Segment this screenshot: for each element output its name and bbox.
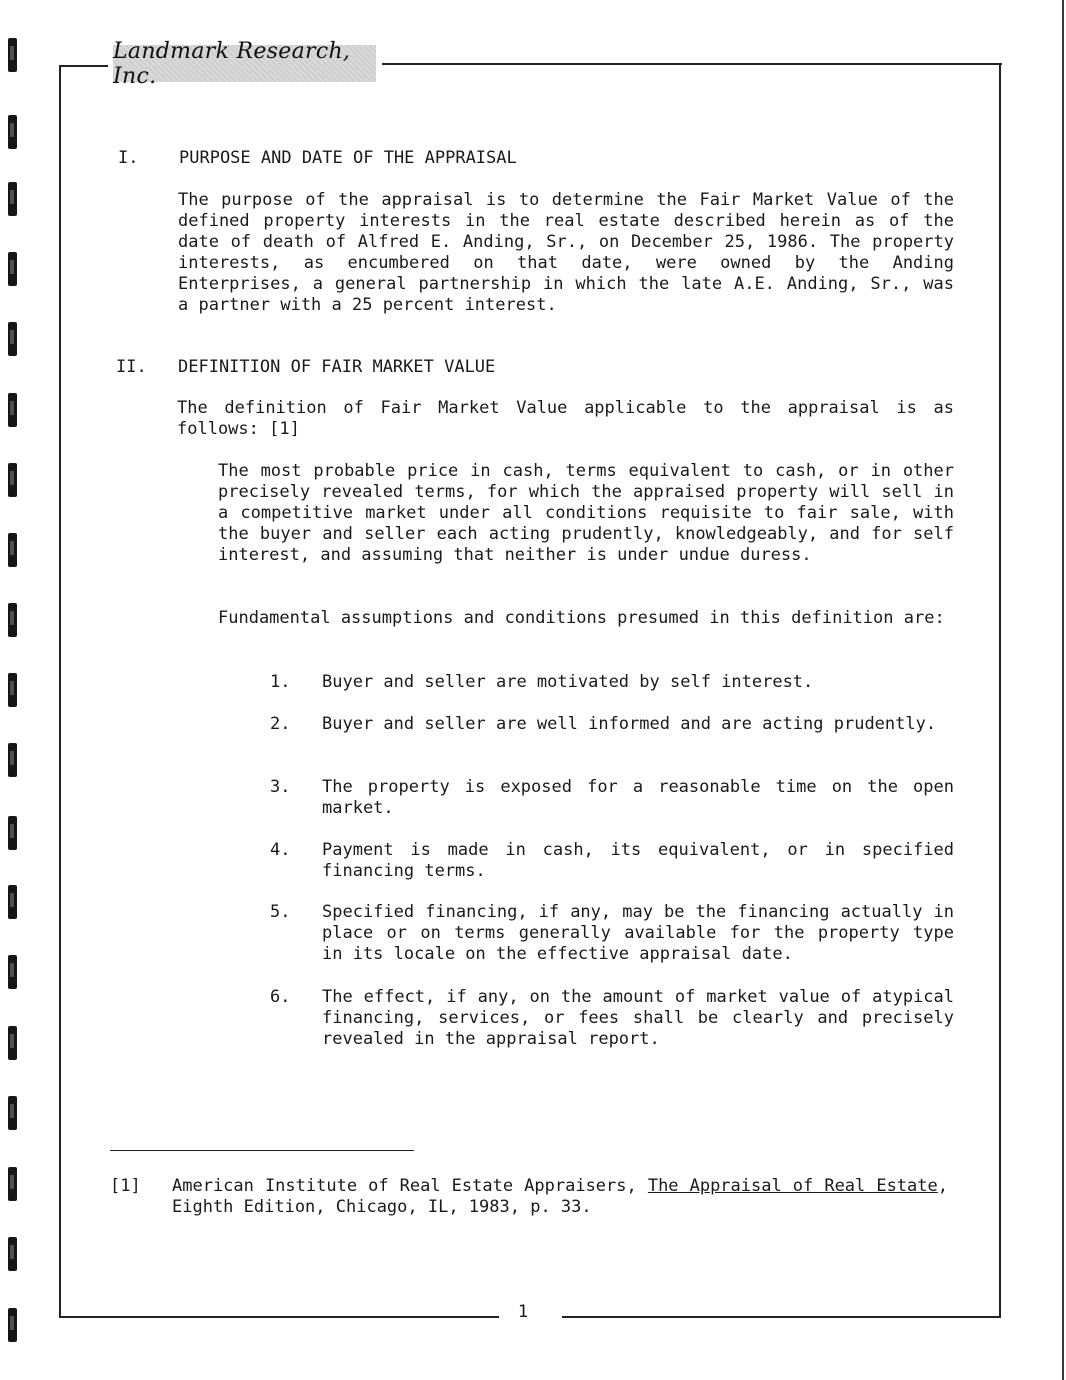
list-item-number: 2.: [270, 714, 291, 734]
list-item-text: Buyer and seller are motivated by self interest.: [322, 672, 814, 692]
binder-hole: [8, 1308, 17, 1342]
section-1-title: PURPOSE AND DATE OF THE APPRAISAL: [179, 148, 517, 168]
footnote-text-before: American Institute of Real Estate Appraisers,: [172, 1176, 648, 1196]
binder-hole: [8, 38, 17, 72]
section-1-numeral: I.: [118, 148, 139, 168]
footnote-book-title: The Appraisal of Real Estate: [647, 1176, 938, 1196]
section-2-intro: The definition of Fair Market Value applicable to the appraisal is as follows: [1]: [177, 398, 954, 439]
binder-hole: [8, 322, 17, 356]
binder-holes: [8, 0, 20, 1380]
list-item-number: 3.: [270, 777, 291, 797]
list-item-text: Buyer and seller are well informed and are acting prudently.: [322, 714, 937, 734]
list-item-number: 5.: [270, 902, 291, 922]
list-item-text: Specified financing, if any, may be the financing actually in place or on terms generally available for the property type in its locale on the effective appraisal date.: [322, 902, 954, 964]
list-item-number: 6.: [270, 987, 291, 1007]
page-edge: [1062, 0, 1064, 1380]
binder-hole: [8, 393, 17, 427]
list-item-number: 1.: [270, 672, 291, 692]
binder-hole: [8, 1167, 17, 1201]
binder-hole: [8, 252, 17, 286]
list-item: [270, 672, 954, 693]
frame-line: [59, 65, 61, 1317]
list-item: [270, 714, 954, 735]
binder-hole: [8, 115, 17, 149]
frame-line: [562, 1316, 1001, 1318]
binder-hole: [8, 1026, 17, 1060]
footnote-text-after: , Eighth Edition, Chicago, IL, 1983, p. 33.: [172, 1176, 948, 1217]
section-2-title: DEFINITION OF FAIR MARKET VALUE: [178, 357, 496, 377]
page-number: 1: [517, 1302, 529, 1322]
company-logo: Landmark Research, Inc.: [113, 45, 376, 82]
fmv-definition-quote: The most probable price in cash, terms equivalent to cash, or in other precisely revealed terms, for which the appraised property will sell in a competitive market under all conditions requisite to fair sale, with the buyer and seller each acting prudently, knowledgeably, and for self interest, and assuming that neither is under undue duress.: [218, 461, 954, 565]
binder-hole: [8, 603, 17, 637]
list-item-text: The effect, if any, on the amount of market value of atypical financing, services, or fees shall be clearly and precisely revealed in the appraisal report.: [322, 987, 954, 1049]
list-item-text: Payment is made in cash, its equivalent, or in specified financing terms.: [322, 840, 954, 881]
list-item: [270, 777, 954, 819]
footnote-divider: [110, 1150, 414, 1151]
section-1-body: The purpose of the appraisal is to determine the Fair Market Value of the defined property interests in the real estate described herein as of the date of death of Alfred E. Anding, Sr., on December 25, 1986. The property interests, as encumbered on that date, were owned by the Anding Enterprises, a general partnership in which the late A.E. Anding, Sr., was a partner with a 25 percent interest.: [178, 190, 954, 315]
binder-hole: [8, 885, 17, 919]
binder-hole: [8, 816, 17, 850]
binder-hole: [8, 743, 17, 777]
list-item: [270, 840, 954, 882]
list-item-number: 4.: [270, 840, 291, 860]
frame-line: [382, 63, 1002, 65]
footnote-text: [172, 1176, 948, 1218]
section-2-numeral: II.: [116, 357, 147, 377]
frame-line: [60, 65, 108, 67]
binder-hole: [8, 463, 17, 497]
list-item-text: The property is exposed for a reasonable time on the open market.: [322, 777, 954, 818]
binder-hole: [8, 533, 17, 567]
assumptions-intro: Fundamental assumptions and conditions presumed in this definition are:: [218, 608, 945, 628]
binder-hole: [8, 182, 17, 216]
binder-hole: [8, 673, 17, 707]
frame-line: [999, 63, 1001, 1317]
binder-hole: [8, 955, 17, 989]
binder-hole: [8, 1237, 17, 1271]
list-item: [270, 902, 954, 965]
frame-line: [59, 1316, 499, 1318]
footnote-marker: [1]: [110, 1176, 141, 1196]
list-item: [270, 987, 954, 1050]
footnote: [110, 1176, 950, 1218]
binder-hole: [8, 1096, 17, 1130]
